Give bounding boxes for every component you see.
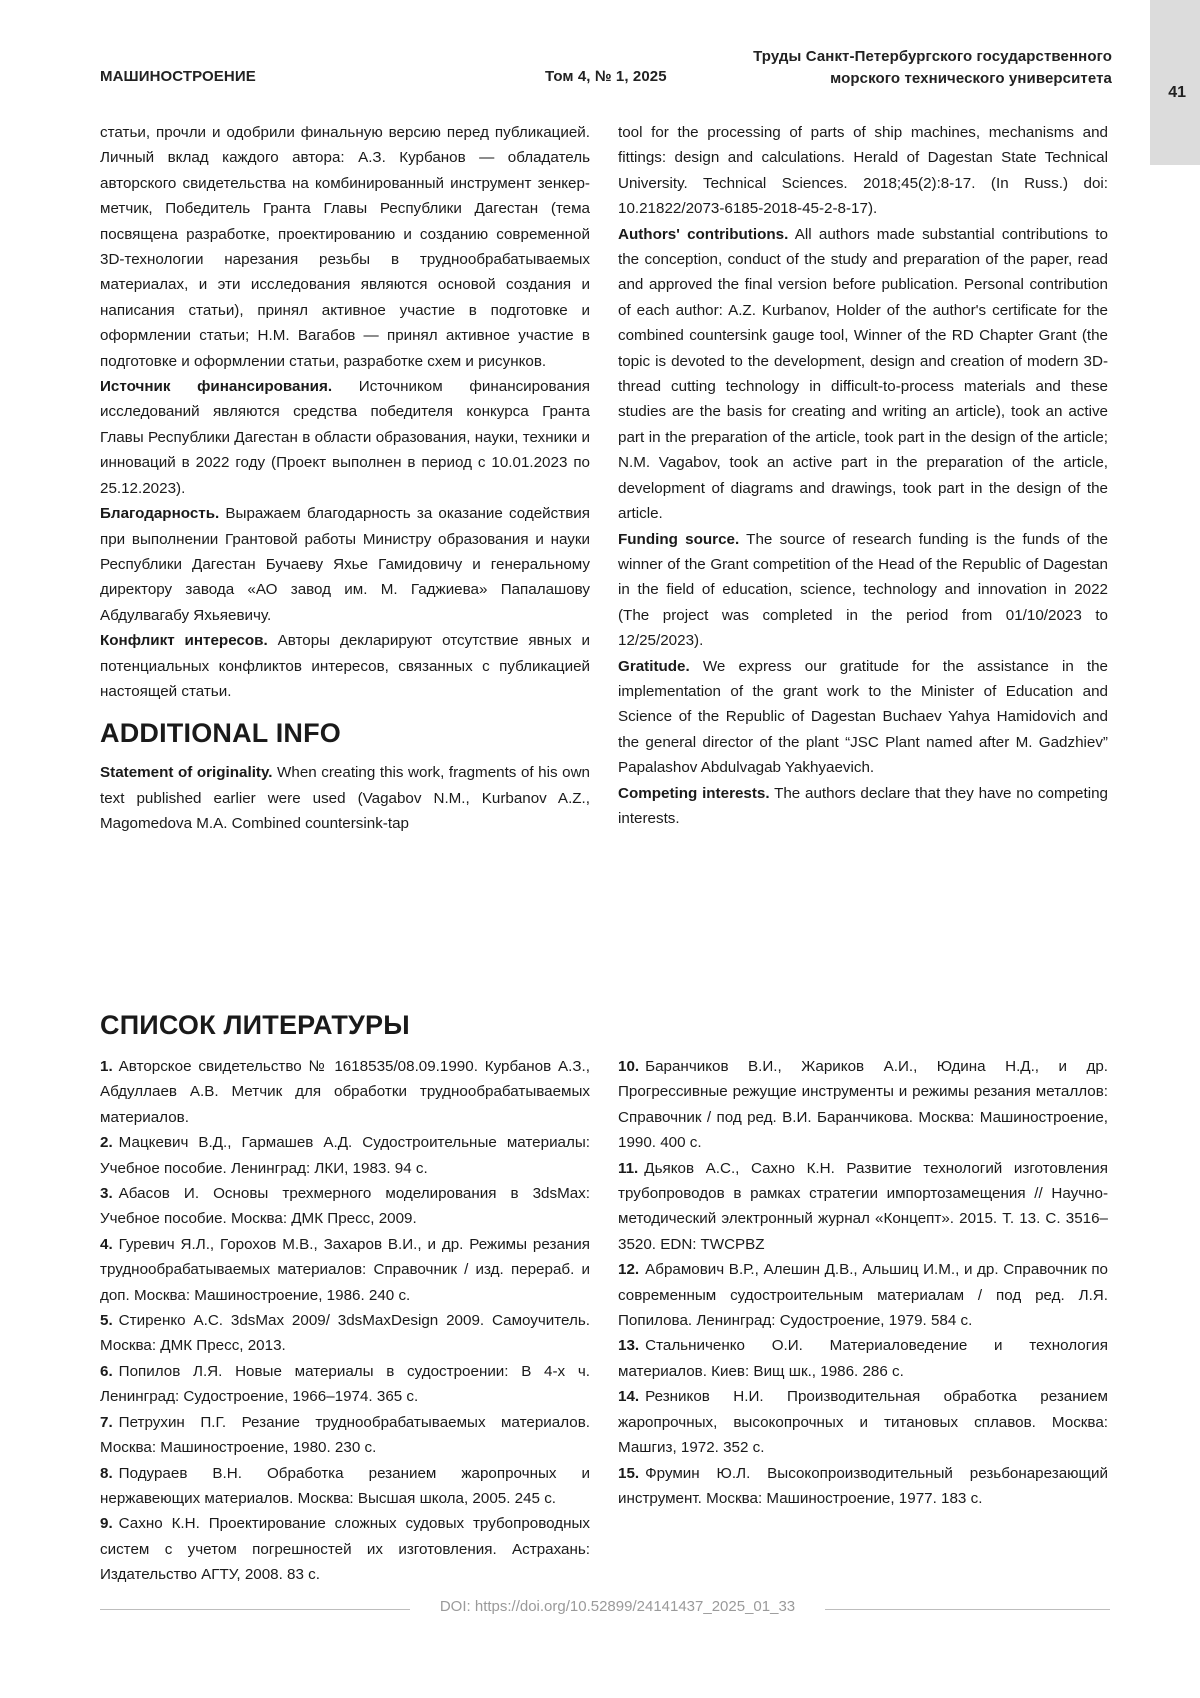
originality-continued: tool for the processing of parts of ship machines, mechanisms and fittings: design and calculations. Herald of Dagestan State Technical University. Technical Sciences. 2018;45(2):8-17. (In Russ.) doi: 10.21822/2073-6185-2018-45-2-8-17).: [618, 124, 1108, 218]
right-text-column: [618, 120, 1108, 831]
reference-number: 8.: [100, 1464, 113, 1482]
conflict-lead-ru: Конфликт интересов.: [100, 632, 268, 650]
thanks-text-ru: Выражаем благодарность за оказание содействия при выполнении Грантовой работы Министру образования и науки Республики Дагестан Бучаеву Яхье Гамидовичу и генеральному директору завода «АО завод им. М. Гаджиева» Папалашову Абдулвагабу Яхьяевичу.: [100, 505, 590, 624]
additional-info-heading: ADDITIONAL INFO: [100, 718, 341, 749]
reference-number: 5.: [100, 1312, 113, 1330]
page-number-tab: [1150, 0, 1200, 165]
reference-text: Сахно К.Н. Проектирование сложных судовых трубопроводных систем с учетом погрешностей их изготовления. Астрахань: Издательство АГТУ, 2008. 83 с.: [100, 1515, 590, 1584]
doi-link[interactable]: DOI: https://doi.org/10.52899/24141437_2025_01_33: [439, 1598, 796, 1615]
footer-divider-right: [825, 1609, 1110, 1610]
funding-text-ru: Источником финансирования исследований являются средства победителя конкурса Гранта Главы Республики Дагестан в области образования, науки, техники и инноваций в 2022 году (Проект выполнен в период с 10.01.2023 по 25.12.2023).: [100, 378, 591, 497]
contributions-paragraph-en: [618, 222, 1108, 527]
reference-number: 7.: [100, 1413, 113, 1431]
footer-divider-left: [100, 1609, 410, 1610]
references-left-column: [100, 1054, 590, 1588]
journal-title-line1: Труды Санкт-Петербургского государственного: [753, 48, 1112, 65]
running-header-section: МАШИНОСТРОЕНИЕ: [100, 68, 256, 85]
reference-text: Баранчиков В.И., Жариков А.И., Юдина Н.Д., и др. Прогрессивные режущие инструменты и режимы резания металлов: Справочник / под ред. В.И. Баранчикова. Москва: Машиностроение, 1990. 400 с.: [618, 1058, 1108, 1152]
reference-text: Подураев В.Н. Обработка резанием жаропрочных и нержавеющих материалов. Москва: Высшая школа, 2005. 245 с.: [100, 1464, 590, 1507]
reference-number: 12.: [618, 1261, 640, 1279]
reference-number: 15.: [618, 1464, 640, 1482]
reference-number: 4.: [100, 1235, 113, 1253]
reference-number: 2.: [100, 1134, 113, 1152]
reference-number: 6.: [100, 1362, 113, 1380]
competing-lead-en: Competing interests.: [618, 784, 770, 802]
conflict-paragraph-ru: [100, 628, 590, 704]
competing-paragraph-en: [618, 781, 1108, 832]
reference-item: [618, 1156, 1108, 1258]
reference-number: 9.: [100, 1515, 113, 1533]
references-right-column: [618, 1054, 1108, 1511]
reference-text: Стиренко А.С. 3dsMax 2009/ 3dsMaxDesign 2009. Самоучитель. Москва: ДМК Пресс, 2013.: [100, 1312, 590, 1355]
funding-text-en: The source of research funding is the funds of the winner of the Grant competition of the Head of the Republic of Dagestan in the field of education, science, technology and innovation in 2022 (The project was completed in the period from 01/10/2023 to 12/25/2023).: [618, 530, 1108, 650]
reference-text: Фрумин Ю.Л. Высокопроизводительный резьбонарезающий инструмент. Москва: Машиностроение, 1977. 183 с.: [618, 1464, 1108, 1507]
reference-text: Гуревич Я.Л., Горохов М.В., Захаров В.И., и др. Режимы резания труднообрабатываемых материалов: Справочник / изд. перераб. и доп. Москва: Машиностроение, 1986. 240 с.: [100, 1235, 590, 1304]
reference-text: Дьяков А.С., Сахно К.Н. Развитие технологий изготовления трубопроводов в рамках стратегии импортозамещения // Научно-методический электронный журнал «Концепт». 2015. Т. 13. С. 3516–3520. EDN: TWCPBZ: [618, 1159, 1108, 1253]
reference-text: Петрухин П.Г. Резание труднообрабатываемых материалов. Москва: Машиностроение, 1980. 230 с.: [100, 1413, 590, 1457]
thanks-paragraph-ru: [100, 501, 590, 628]
reference-text: Мацкевич В.Д., Гармашев А.Д. Судостроительные материалы: Учебное пособие. Ленинград: ЛКИ, 1983. 94 с.: [100, 1134, 590, 1177]
originality-paragraph: [100, 760, 590, 836]
reference-item: [100, 1410, 590, 1461]
reference-item: [100, 1308, 590, 1359]
reference-item: [100, 1054, 590, 1130]
journal-title-line2: морского технического университета: [830, 70, 1112, 87]
reference-item: [100, 1511, 590, 1587]
reference-number: 14.: [618, 1388, 640, 1406]
originality-lead: Statement of originality.: [100, 764, 273, 782]
contributions-lead-en: Authors' contributions.: [618, 225, 789, 243]
left-text-column: [100, 120, 590, 837]
competing-text-en: The authors declare that they have no competing interests.: [618, 784, 1108, 827]
reference-item: [100, 1130, 590, 1181]
funding-lead-en: Funding source.: [618, 530, 740, 548]
reference-number: 11.: [618, 1159, 639, 1177]
running-header-volume: Том 4, № 1, 2025: [545, 68, 667, 85]
reference-item: [100, 1359, 590, 1410]
reference-text: Резников Н.И. Производительная обработка резанием жаропрочных, высокопрочных и титановых сплавов. Москва: Машгиз, 1972. 352 с.: [618, 1388, 1108, 1457]
reference-number: 1.: [100, 1058, 113, 1075]
reference-item: [618, 1257, 1108, 1333]
reference-text: Абасов И. Основы трехмерного моделирования в 3dsMax: Учебное пособие. Москва: ДМК Пресс, 2009.: [100, 1185, 590, 1228]
thanks-lead-ru: Благодарность.: [100, 505, 220, 523]
reference-text: Попилов Л.Я. Новые материалы в судостроении: В 4-х ч. Ленинград: Судостроение, 1966–1974. 365 с.: [100, 1362, 590, 1406]
originality-text: When creating this work, fragments of his own text published earlier were used (Vagabov N.M., Kurbanov A.Z., Magomedova M.A. Combined countersink-tap: [100, 764, 590, 833]
reference-text: Авторское свидетельство № 1618535/08.09.1990. Курбанов А.З., Абдуллаев А.В. Метчик для обработки труднообрабатываемых материалов.: [100, 1058, 590, 1126]
reference-number: 3.: [100, 1185, 113, 1203]
gratitude-paragraph-en: [618, 654, 1108, 781]
reference-number: 13.: [618, 1337, 640, 1355]
funding-paragraph-en: [618, 527, 1108, 654]
reference-item: [618, 1384, 1108, 1460]
running-header-journal: [753, 46, 1112, 90]
page-number: 41: [1168, 84, 1186, 101]
contributions-text-en: All authors made substantial contributions to the conception, conduct of the study and preparation of the paper, read and approved the final version before publication. Personal contribution of each author: A.Z. Kurbanov, Holder of the author's certificate for the combined countersink gauge tool, Winner of the RD Chapter Grant (the topic is devoted to the development, design and creation of modern 3D-thread cutting technology in difficult-to-process materials and these studies are the basis for creating and writing an article), took an active part in the preparation of the article, took part in the design of the article; N.M. Vagabov, took an active part in the preparation of the article, development of diagrams and drawings, took part in the design of the article.: [618, 225, 1108, 523]
references-heading: СПИСОК ЛИТЕРАТУРЫ: [100, 1010, 410, 1040]
reference-number: 10.: [618, 1058, 640, 1075]
funding-lead-ru: Источник финансирования.: [100, 378, 333, 396]
reference-item: [100, 1232, 590, 1308]
reference-text: Абрамович В.Р., Алешин Д.В., Альшиц И.М., и др. Справочник по современным судостроительным материалам / под ред. Л.Я. Попилова. Ленинград: Судостроение, 1979. 584 с.: [618, 1261, 1108, 1330]
reference-text: Стальниченко О.И. Материаловедение и технология материалов. Киев: Вищ шк., 1986. 286 с.: [618, 1337, 1108, 1380]
conflict-text-ru: Авторы декларируют отсутствие явных и потенциальных конфликтов интересов, связанных с публикацией настоящей статьи.: [100, 632, 590, 700]
gratitude-text-en: We express our gratitude for the assistance in the implementation of the grant work to the Minister of Education and Science of the Republic of Dagestan Buchaev Yahya Hamidovich and the general director of the plant “JSC Plant named after M. Gadzhiev” Papalashov Abdulvagab Yakhyaevich.: [618, 657, 1108, 777]
reference-item: [618, 1333, 1108, 1384]
funding-paragraph-ru: [100, 374, 590, 501]
reference-item: [100, 1181, 590, 1232]
gratitude-lead-en: Gratitude.: [618, 657, 690, 675]
reference-item: [100, 1461, 590, 1512]
contribution-paragraph-ru: статьи, прочли и одобрили финальную версию перед публикацией. Личный вклад каждого автора: А.З. Курбанов — обладатель авторского свидетельства на комбинированный инструмент зенкер-метчик, Победитель Гранта Главы Республики Дагестан (тема посвящена разработке, проектированию и созданию современной 3D-технологии нарезания резьбы в труднообрабатываемых материалах, и эти исследования являются основой создания и написания статьи), принял активное участие в подготовке и оформлении статьи; Н.М. Вагабов — принял активное участие в подготовке и оформлении статьи, разработке схем и рисунков.: [100, 124, 590, 370]
reference-item: [618, 1461, 1108, 1512]
reference-item: [618, 1054, 1108, 1156]
